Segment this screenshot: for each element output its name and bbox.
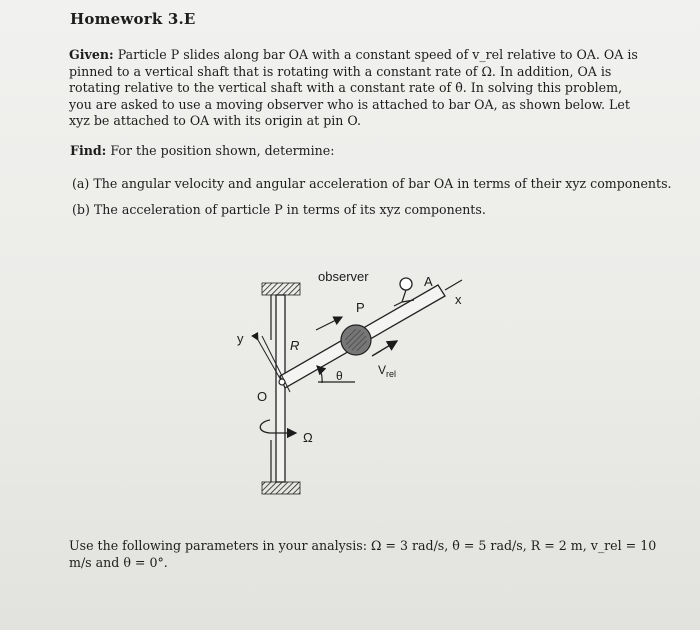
find-label: Find:: [70, 143, 107, 158]
top-ground-hatch: [262, 283, 300, 295]
bottom-ground-hatch: [262, 482, 300, 494]
radius-label: R: [290, 338, 300, 353]
find-item-a-text: The angular velocity and angular acceleration of bar OA in terms of their xyz components.: [93, 176, 672, 191]
find-item-b-text: The acceleration of particle P in terms of its xyz components.: [93, 202, 486, 217]
theta-label: θ: [336, 369, 343, 383]
observer-leg-left: [394, 302, 402, 306]
pin-o: [279, 379, 285, 385]
pin-o-label: O: [257, 389, 268, 404]
vrel-main: V: [378, 363, 387, 377]
find-text: For the position shown, determine:: [110, 143, 335, 158]
y-axis-label: y: [237, 331, 244, 346]
point-a-label: A: [424, 274, 433, 289]
observer-label: observer: [318, 269, 369, 284]
x-axis-line: [445, 280, 462, 290]
parameters-paragraph: Use the following parameters in your analysis: Ω = 3 rad/s, θ̇ = 5 rad/s, R = 2 m, v_rel = 10 m/s and θ = 0°.: [69, 538, 657, 570]
vrel-arrow: [372, 341, 397, 356]
observer-eye: [400, 278, 412, 290]
particle-p-label: P: [356, 300, 365, 315]
given-text: Particle P slides along bar OA with a constant speed of v_rel relative to OA. OA is pinned to a vertical shaft that is rotating with a constant rate of Ω. In addition, OA is rotating relative to the vertical shaft with a constant rate of θ̇. In solving this problem, you are asked to use a moving observer who is attached to bar OA, as shown below. Let xyz be attached to OA with its origin at pin O.: [69, 47, 638, 128]
omega-label: Ω: [303, 430, 313, 445]
particle-p-texture: [345, 329, 367, 351]
vrel-label: [378, 363, 396, 379]
p-position-arrow: [316, 317, 342, 330]
find-item-a-marker: (a): [72, 176, 90, 191]
vertical-shaft: [276, 295, 285, 482]
observer-stem: [402, 290, 406, 302]
x-axis-label: x: [455, 292, 462, 307]
vrel-sub: rel: [386, 369, 397, 379]
homework-title: Homework 3.E: [70, 10, 196, 28]
given-label: Given:: [69, 47, 114, 62]
find-item-b-marker: (b): [72, 202, 90, 217]
